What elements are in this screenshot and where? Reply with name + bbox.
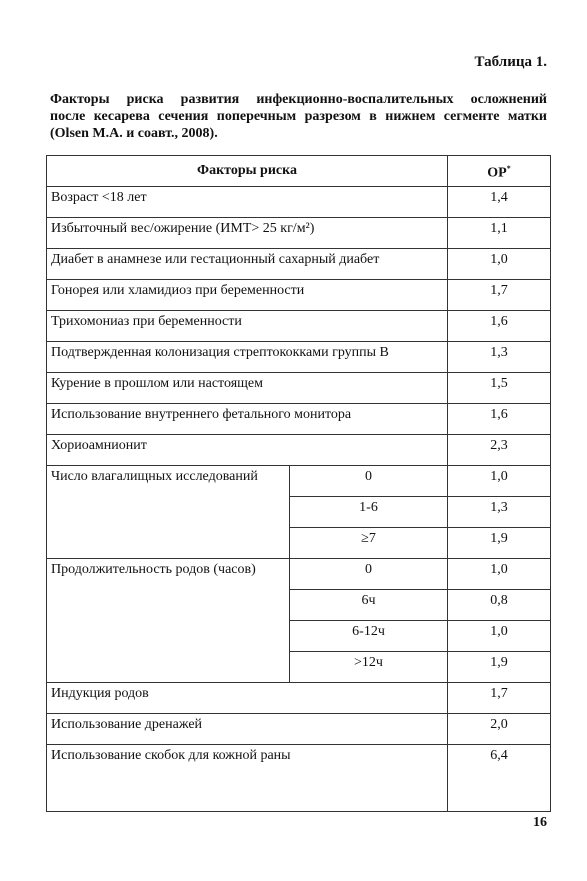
table-row	[47, 466, 551, 497]
sub-label-cell: 6ч	[290, 590, 448, 621]
sub-label-cell: >12ч	[290, 652, 448, 683]
or-cell: 1,7	[448, 280, 551, 311]
group-factor-cell: Продолжительность родов (часов)	[47, 559, 290, 683]
factor-cell: Возраст <18 лет	[47, 187, 448, 218]
or-cell: 1,9	[448, 652, 551, 683]
or-cell: 1,6	[448, 311, 551, 342]
sub-label-cell: ≥7	[290, 528, 448, 559]
factor-cell: Трихомониаз при беременности	[47, 311, 448, 342]
factor-cell: Хориоамнионит	[47, 435, 448, 466]
table-caption	[50, 91, 547, 142]
or-cell: 1,9	[448, 528, 551, 559]
factor-cell: Гонорея или хламидиоз при беременности	[47, 280, 448, 311]
caption-line: (Olsen M.A. и соавт., 2008).	[50, 126, 218, 141]
table-row	[47, 280, 551, 311]
group-factor-cell: Число влагалищных исследований	[47, 466, 290, 559]
table-header-row	[47, 156, 551, 187]
or-cell: 1,0	[448, 466, 551, 497]
page-number: 16	[533, 815, 547, 830]
factor-cell: Избыточный вес/ожирение (ИМТ> 25 кг/м²)	[47, 218, 448, 249]
table-row	[47, 187, 551, 218]
table-row	[47, 683, 551, 714]
or-cell: 1,7	[448, 683, 551, 714]
or-cell: 6,4	[448, 745, 551, 812]
header-factors: Факторы риска	[47, 156, 448, 187]
table-row	[47, 404, 551, 435]
or-cell: 1,5	[448, 373, 551, 404]
or-cell: 1,1	[448, 218, 551, 249]
header-or	[448, 156, 551, 187]
factor-cell: Использование дренажей	[47, 714, 448, 745]
factor-cell: Диабет в анамнезе или гестационный сахарный диабет	[47, 249, 448, 280]
table-row	[47, 218, 551, 249]
caption-line: Факторы риска развития инфекционно-воспалительных осложнений	[50, 92, 547, 107]
or-cell: 1,6	[448, 404, 551, 435]
or-cell: 0,8	[448, 590, 551, 621]
or-cell: 1,0	[448, 621, 551, 652]
risk-factors-table	[46, 155, 551, 812]
factor-cell: Индукция родов	[47, 683, 448, 714]
sub-label-cell: 1-6	[290, 497, 448, 528]
table-number: Таблица 1.	[474, 54, 547, 70]
or-cell: 1,3	[448, 342, 551, 373]
table-row	[47, 559, 551, 590]
header-or-label: ОР	[487, 165, 507, 181]
table-row	[47, 249, 551, 280]
table-row	[47, 311, 551, 342]
factor-cell: Использование скобок для кожной раны	[47, 745, 448, 812]
table-row	[47, 342, 551, 373]
sub-label-cell: 0	[290, 559, 448, 590]
or-cell: 1,4	[448, 187, 551, 218]
sub-label-cell: 6-12ч	[290, 621, 448, 652]
header-or-mark: *	[506, 163, 511, 173]
or-cell: 2,3	[448, 435, 551, 466]
table-row	[47, 373, 551, 404]
table-row	[47, 745, 551, 812]
table-row	[47, 714, 551, 745]
or-cell: 1,0	[448, 559, 551, 590]
or-cell: 1,3	[448, 497, 551, 528]
caption-line: после кесарева сечения поперечным разрезом в нижнем сегменте матки	[50, 109, 547, 124]
sub-label-cell: 0	[290, 466, 448, 497]
or-cell: 1,0	[448, 249, 551, 280]
or-cell: 2,0	[448, 714, 551, 745]
factor-cell: Курение в прошлом или настоящем	[47, 373, 448, 404]
factor-cell: Использование внутреннего фетального монитора	[47, 404, 448, 435]
factor-cell: Подтвержденная колонизация стрептококками группы В	[47, 342, 448, 373]
table-row	[47, 435, 551, 466]
